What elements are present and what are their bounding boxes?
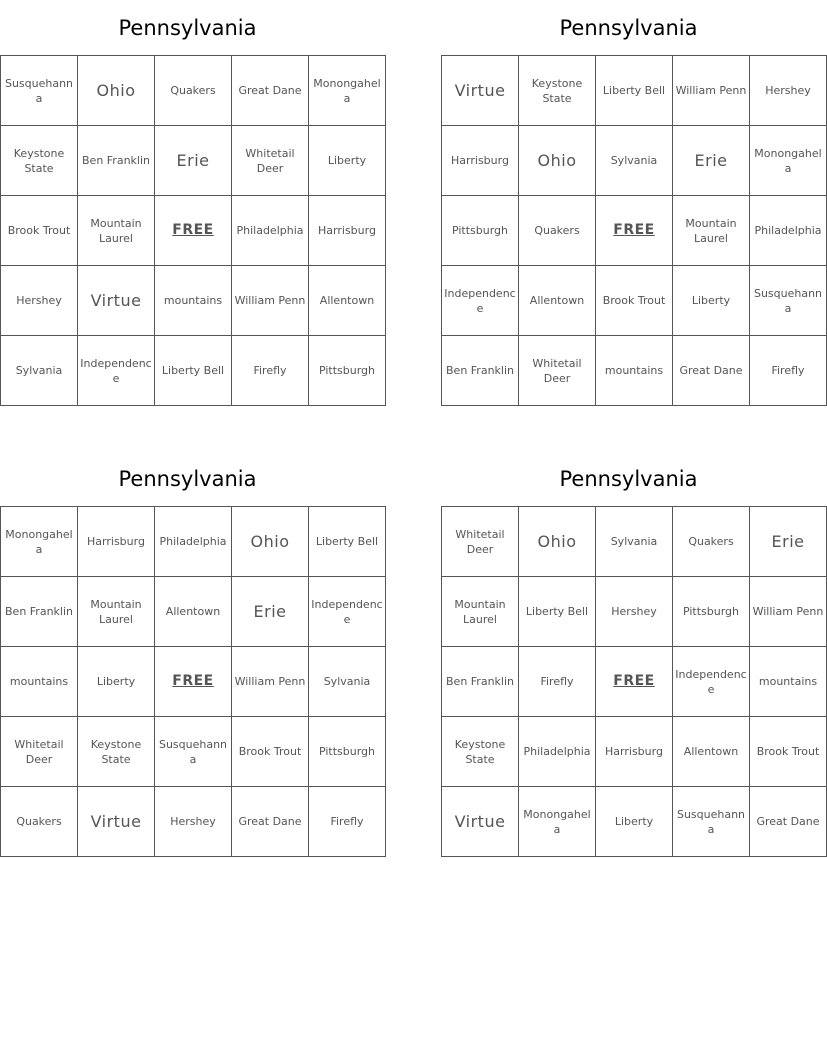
bingo-cell: Liberty [78, 647, 155, 717]
bingo-cell: Quakers [673, 507, 750, 577]
bingo-cell: Virtue [442, 787, 519, 857]
bingo-cell: Mountain Laurel [673, 196, 750, 266]
bingo-cell: Harrisburg [78, 507, 155, 577]
bingo-cell: Quakers [1, 787, 78, 857]
bingo-cell: Philadelphia [519, 717, 596, 787]
bingo-cell: Allentown [673, 717, 750, 787]
bingo-cell: Independence [78, 336, 155, 406]
bingo-cell: Pittsburgh [442, 196, 519, 266]
bingo-cell: Independence [309, 577, 386, 647]
bingo-cell: Brook Trout [1, 196, 78, 266]
bingo-cell: Ben Franklin [442, 336, 519, 406]
bingo-cell: Harrisburg [442, 126, 519, 196]
bingo-cell: William Penn [750, 577, 827, 647]
bingo-cell: Virtue [78, 787, 155, 857]
bingo-cell: William Penn [232, 647, 309, 717]
bingo-cell: Firefly [309, 787, 386, 857]
bingo-cell: Monongahela [309, 56, 386, 126]
bingo-cell: Great Dane [750, 787, 827, 857]
bingo-cell: Brook Trout [596, 266, 673, 336]
bingo-cell: Ohio [519, 507, 596, 577]
bingo-cell: Quakers [519, 196, 596, 266]
bingo-cell: Erie [155, 126, 232, 196]
bingo-cell: Monongahela [1, 507, 78, 577]
bingo-cell: Monongahela [750, 126, 827, 196]
bingo-cell: Whitetail Deer [519, 336, 596, 406]
bingo-cell: Harrisburg [309, 196, 386, 266]
bingo-cell: Susquehanna [750, 266, 827, 336]
bingo-cell: Susquehanna [673, 787, 750, 857]
bingo-cell: Susquehanna [155, 717, 232, 787]
bingo-cell: Liberty Bell [155, 336, 232, 406]
bingo-cell: Hershey [155, 787, 232, 857]
bingo-cell: Ohio [519, 126, 596, 196]
bingo-cell: Liberty [596, 787, 673, 857]
bingo-cell: Ben Franklin [1, 577, 78, 647]
bingo-cell: Erie [673, 126, 750, 196]
bingo-cell: Great Dane [673, 336, 750, 406]
bingo-cell: mountains [596, 336, 673, 406]
bingo-grid [441, 55, 827, 406]
bingo-cell: Virtue [442, 56, 519, 126]
bingo-cell: Independence [673, 647, 750, 717]
bingo-cell: Whitetail Deer [442, 507, 519, 577]
bingo-cell: Hershey [596, 577, 673, 647]
bingo-cell: Quakers [155, 56, 232, 126]
bingo-grid [0, 55, 386, 406]
card-title: Pennsylvania [559, 16, 698, 40]
bingo-cell: Ohio [78, 56, 155, 126]
bingo-cell: Liberty Bell [309, 507, 386, 577]
bingo-cell: Pittsburgh [309, 717, 386, 787]
bingo-grid [441, 506, 827, 857]
bingo-cell: William Penn [232, 266, 309, 336]
bingo-cell: Sylvania [1, 336, 78, 406]
bingo-cell: Philadelphia [750, 196, 827, 266]
bingo-cell: Liberty [673, 266, 750, 336]
bingo-cell: Keystone State [519, 56, 596, 126]
bingo-cell: Brook Trout [232, 717, 309, 787]
card-title: Pennsylvania [118, 467, 257, 491]
bingo-cell: Firefly [750, 336, 827, 406]
bingo-cell: mountains [155, 266, 232, 336]
bingo-cell: Keystone State [1, 126, 78, 196]
bingo-cell: Keystone State [78, 717, 155, 787]
bingo-cell: Monongahela [519, 787, 596, 857]
bingo-cell: Susquehanna [1, 56, 78, 126]
bingo-cell: Allentown [519, 266, 596, 336]
bingo-cell: Mountain Laurel [78, 196, 155, 266]
bingo-cell: Great Dane [232, 787, 309, 857]
bingo-cell: Liberty [309, 126, 386, 196]
bingo-cell: Firefly [232, 336, 309, 406]
bingo-cell: Pittsburgh [309, 336, 386, 406]
bingo-cell: Hershey [1, 266, 78, 336]
bingo-cell: Liberty Bell [519, 577, 596, 647]
bingo-cell: Firefly [519, 647, 596, 717]
free-space-cell: FREE [155, 196, 232, 266]
bingo-cell: Brook Trout [750, 717, 827, 787]
bingo-cell: Sylvania [596, 126, 673, 196]
bingo-cell: Erie [750, 507, 827, 577]
bingo-cell: Ben Franklin [78, 126, 155, 196]
bingo-cell: Virtue [78, 266, 155, 336]
bingo-cell: Independence [442, 266, 519, 336]
bingo-cell: Mountain Laurel [78, 577, 155, 647]
free-space-cell: FREE [155, 647, 232, 717]
bingo-cell: Hershey [750, 56, 827, 126]
bingo-cell: Great Dane [232, 56, 309, 126]
bingo-cell: Keystone State [442, 717, 519, 787]
bingo-cell: mountains [1, 647, 78, 717]
bingo-cell: William Penn [673, 56, 750, 126]
bingo-cell: Pittsburgh [673, 577, 750, 647]
bingo-cell: Sylvania [309, 647, 386, 717]
bingo-cell: Erie [232, 577, 309, 647]
bingo-cell: Ben Franklin [442, 647, 519, 717]
bingo-cell: Philadelphia [155, 507, 232, 577]
bingo-cell: Philadelphia [232, 196, 309, 266]
bingo-cell: mountains [750, 647, 827, 717]
card-title: Pennsylvania [118, 16, 257, 40]
bingo-cell: Liberty Bell [596, 56, 673, 126]
bingo-cell: Sylvania [596, 507, 673, 577]
bingo-cell: Whitetail Deer [232, 126, 309, 196]
bingo-cell: Ohio [232, 507, 309, 577]
card-title: Pennsylvania [559, 467, 698, 491]
free-space-cell: FREE [596, 196, 673, 266]
bingo-cell: Allentown [309, 266, 386, 336]
free-space-cell: FREE [596, 647, 673, 717]
bingo-grid [0, 506, 386, 857]
bingo-cell: Mountain Laurel [442, 577, 519, 647]
bingo-cell: Harrisburg [596, 717, 673, 787]
bingo-cell: Whitetail Deer [1, 717, 78, 787]
bingo-cell: Allentown [155, 577, 232, 647]
